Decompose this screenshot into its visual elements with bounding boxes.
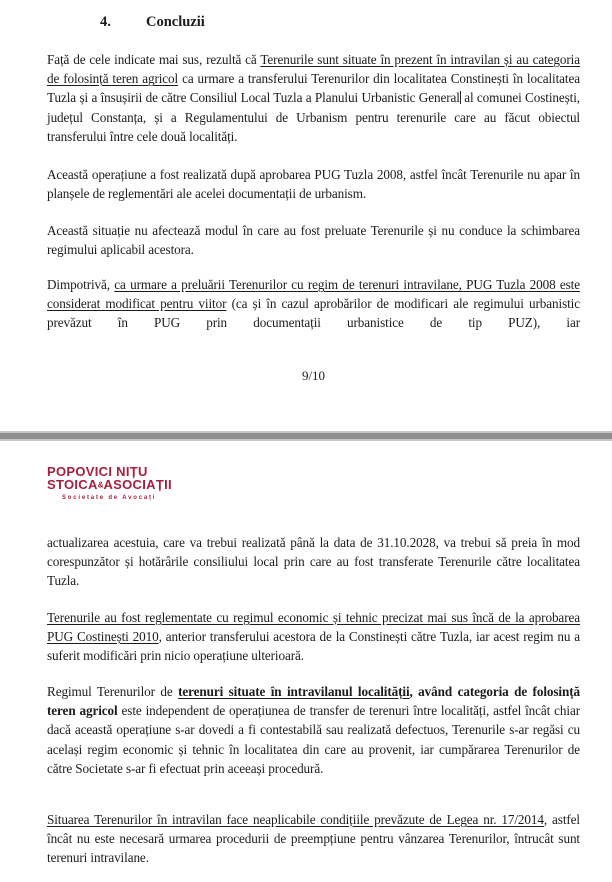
paragraph [47,221,580,259]
section-number: 4. [100,14,111,30]
section-title: Concluzii [146,14,205,30]
paragraph [47,810,580,868]
text-segment: , având categoria de folosință teren agricol [47,684,580,719]
text-segment: al comunei Costinești, județul Constanța, și a Regulamentului de Urbanism pentru terenurile care au făcut obiectul transferului între cele două localități. [47,90,580,144]
page-number: 9/10 [301,368,326,383]
paragraph [47,682,580,778]
text-segment: Această operațiune a fost realizată după aprobarea PUG Tuzla 2008, astfel încât Terenurile nu apar în planșele de reglementări ale acelei documentații de urbanism. [47,167,580,202]
text-segment: Terenurile au fost reglementate cu regimul economic și tehnic precizat mai sus încă de la aprobarea PUG Costinești 2010 [47,610,580,645]
text-segment: Față de cele indicate mai sus, rezultă că [47,52,261,67]
text-segment: terenuri situate în intravilanul localității [178,684,410,699]
logo-line1: POPOVICI NIȚU [47,464,148,479]
text-segment: , anterior transferului acestora de la Constinești către Tuzla, iar acest regim nu a suferit modificări prin nicio operațiune ulterioară. [47,629,580,664]
text-segment: (ca și în cazul aprobărilor de modificari ale regimului urbanistic prevăzut în PUG prin documentații urbanistice de tip PUZ), iar [47,296,580,331]
text-segment: ca urmare a preluării Terenurilor cu regim de terenuri intravilane, PUG Tuzla 2008 este considerat modificat pentru viitor [47,277,580,312]
paragraph [47,275,580,333]
logo-stoica: STOICA [47,477,98,492]
paragraph [47,608,580,666]
text-segment: este independent de operațiunea de transfer de terenuri între localități, astfel încât chiar dacă această operațiune s-ar dovedi a fi contestabilă sau realizată defectuos, Terenurile s-ar regăsi cu același regim economic și tehnic în localitatea din care au provenit, iar cumpărarea Terenurilor de către Societate s-ar fi efectuat prin aceeași procedură. [47,703,580,776]
paragraph [47,50,580,146]
paragraph [47,165,580,203]
text-segment: Regimul Terenurilor de [47,684,179,699]
text-segment: actualizarea acestuia, care va trebui realizată până la data de 31.10.2028, va trebui să preia în mod corespunzător și hotărârile consiliului local prin care au fost transferate Terenurile către localitatea Tuzla. [47,535,580,589]
logo-line2 [47,478,172,492]
page-break-divider [0,431,612,441]
text-segment: Această situație nu afectează modul în care au fost preluate Terenurile și nu conduce la schimbarea regimului aplicabil acestora. [47,223,580,258]
logo-asociatii: ASOCIAȚII [103,477,172,492]
paragraph [47,533,580,591]
text-segment: Dimpotrivă, [47,277,115,292]
text-segment: ca urmare a transferului Terenurilor din localitatea Constinești în localitatea Tuzla și a însușirii de către Consiliul Local Tuzla a Planului Urbanistic General [47,71,580,106]
law-firm-logo [47,465,172,502]
ampersand-glyph: & [97,480,104,490]
logo-tagline: Societate de Avocați [62,494,157,501]
section-heading [100,13,205,32]
text-segment: , astfel încât nu este necesară urmarea procedurii de preempțiune pentru vânzarea Terenurilor, întrucât sunt terenuri intravilane. [47,812,580,866]
text-segment: Terenurile sunt situate în prezent în intravilan și au categoria de folosință teren agricol [47,52,580,87]
text-segment: Situarea Terenurilor în intravilan face neaplicabile condițiile prevăzute de Legea nr. 17/2014 [47,812,544,827]
